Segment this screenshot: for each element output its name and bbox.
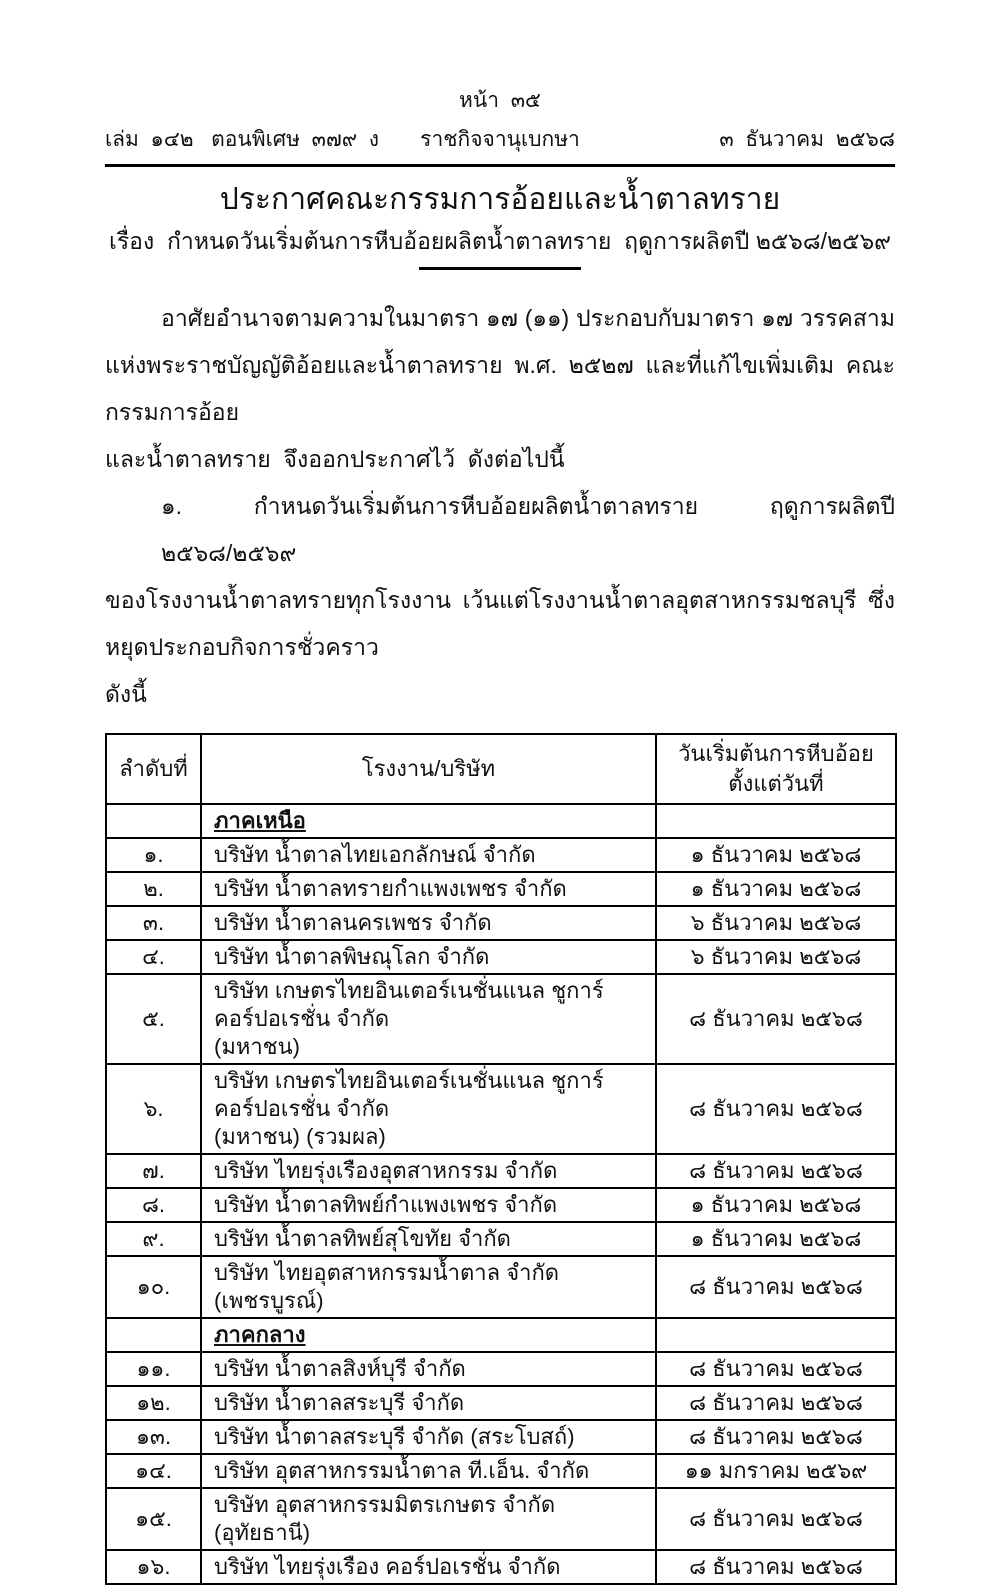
header-date-line-1: วันเริ่มต้นการหีบอ้อย xyxy=(678,741,874,766)
table-section-row xyxy=(106,804,896,838)
start-date-cell: ๑ ธันวาคม ๒๕๖๘ xyxy=(656,838,896,872)
table-row xyxy=(106,1454,896,1488)
table-row xyxy=(106,1488,896,1550)
row-number-cell: ๑๒. xyxy=(106,1386,201,1420)
start-date-cell: ๘ ธันวาคม ๒๕๖๘ xyxy=(656,1352,896,1386)
start-date-cell: ๖ ธันวาคม ๒๕๖๘ xyxy=(656,940,896,974)
factory-name-cell: บริษัท อุตสาหกรรมมิตรเกษตร จำกัด (อุทัยธานี) xyxy=(201,1488,656,1550)
table-row xyxy=(106,1154,896,1188)
factory-name-cell: บริษัท น้ำตาลสิงห์บุรี จำกัด xyxy=(201,1352,656,1386)
paragraph-2-line-2: ของโรงงานน้ำตาลทรายทุกโรงงาน เว้นแต่โรงงานน้ำตาลอุตสาหกรรมชลบุรี ซึ่งหยุดประกอบกิจการชั่วคราว xyxy=(105,587,895,660)
header-cell-start-date xyxy=(656,734,896,804)
paragraph-1-line-2: แห่งพระราชบัญญัติอ้อยและน้ำตาลทราย พ.ศ. ๒๕๒๗ และที่แก้ไขเพิ่มเติม คณะกรรมการอ้อย xyxy=(105,352,895,425)
start-date-cell: ๘ ธันวาคม ๒๕๖๘ xyxy=(656,1064,896,1154)
row-number-cell: ๙. xyxy=(106,1222,201,1256)
body-text xyxy=(105,295,895,718)
row-number-cell: ๑๔. xyxy=(106,1454,201,1488)
start-date-cell: ๘ ธันวาคม ๒๕๖๘ xyxy=(656,1256,896,1318)
factory-name-cell: บริษัท น้ำตาลพิษณุโลก จำกัด xyxy=(201,940,656,974)
start-date-cell: ๘ ธันวาคม ๒๕๖๘ xyxy=(656,1488,896,1550)
start-date-cell: ๑ ธันวาคม ๒๕๖๘ xyxy=(656,872,896,906)
factory-start-date-table xyxy=(105,733,897,1585)
table-row xyxy=(106,906,896,940)
paragraph-2-line-3: ดังนี้ xyxy=(105,681,147,707)
factory-name-cell: บริษัท น้ำตาลนครเพชร จำกัด xyxy=(201,906,656,940)
factory-name-cell: บริษัท น้ำตาลทรายกำแพงเพชร จำกัด xyxy=(201,872,656,906)
announcement-subject: เรื่อง กำหนดวันเริ่มต้นการหีบอ้อยผลิตน้ำตาลทราย ฤดูการผลิตปี ๒๕๖๘/๒๕๖๙ xyxy=(108,228,892,254)
paragraph-1-line-1: อาศัยอำนาจตามความในมาตรา ๑๗ (๑๑) ประกอบกับมาตรา ๑๗ วรรคสาม xyxy=(161,305,895,331)
row-number-cell: ๖. xyxy=(106,1064,201,1154)
gazette-name: ราชกิจจานุเบกษา xyxy=(420,128,580,151)
start-date-cell: ๘ ธันวาคม ๒๕๖๘ xyxy=(656,1550,896,1584)
row-number-cell: ๗. xyxy=(106,1154,201,1188)
row-number-cell: ๘. xyxy=(106,1188,201,1222)
row-number-cell: ๑๓. xyxy=(106,1420,201,1454)
table-row xyxy=(106,838,896,872)
page-number: หน้า ๓๕ xyxy=(459,89,541,112)
start-date-cell: ๑๑ มกราคม ๒๕๖๙ xyxy=(656,1454,896,1488)
header-cell-number: ลำดับที่ xyxy=(106,734,201,804)
announcement-title: ประกาศคณะกรรมการอ้อยและน้ำตาลทราย xyxy=(219,183,781,216)
masthead xyxy=(105,123,895,156)
subject-divider-rule xyxy=(419,267,581,270)
header-cell-factory: โรงงาน/บริษัท xyxy=(201,734,656,804)
start-date-cell: ๖ ธันวาคม ๒๕๖๘ xyxy=(656,906,896,940)
table-row xyxy=(106,1386,896,1420)
factory-name-cell: บริษัท ไทยรุ่งเรืองอุตสาหกรรม จำกัด xyxy=(201,1154,656,1188)
table-row xyxy=(106,1256,896,1318)
header-divider-rule xyxy=(105,164,895,167)
factory-name-cell xyxy=(201,1318,656,1352)
factory-name-cell: บริษัท เกษตรไทยอินเตอร์เนชั่นแนล ชูการ์ คอร์ปอเรชั่น จำกัด (มหาชน) (รวมผล) xyxy=(201,1064,656,1154)
table-row xyxy=(106,872,896,906)
region-section-label: ภาคเหนือ xyxy=(214,808,306,833)
table-row xyxy=(106,974,896,1064)
table-row xyxy=(106,1188,896,1222)
start-date-cell: ๘ ธันวาคม ๒๕๖๘ xyxy=(656,974,896,1064)
paragraph-2-line-1: ๑. กำหนดวันเริ่มต้นการหีบอ้อยผลิตน้ำตาลทราย ฤดูการผลิตปี ๒๕๖๘/๒๕๖๙ xyxy=(161,493,895,566)
start-date-cell xyxy=(656,804,896,838)
region-section-label: ภาคกลาง xyxy=(214,1322,306,1347)
factory-name-cell: บริษัท น้ำตาลไทยเอกลักษณ์ จำกัด xyxy=(201,838,656,872)
table-section-row xyxy=(106,1318,896,1352)
row-number-cell xyxy=(106,1318,201,1352)
row-number-cell xyxy=(106,804,201,838)
factory-name-cell: บริษัท น้ำตาลทิพย์สุโขทัย จำกัด xyxy=(201,1222,656,1256)
factory-name-cell: บริษัท อุตสาหกรรมน้ำตาล ที.เอ็น. จำกัด xyxy=(201,1454,656,1488)
factory-name-cell: บริษัท น้ำตาลสระบุรี จำกัด (สระโบสถ์) xyxy=(201,1420,656,1454)
table-row xyxy=(106,1064,896,1154)
row-number-cell: ๑. xyxy=(106,838,201,872)
factory-name-cell: บริษัท น้ำตาลทิพย์กำแพงเพชร จำกัด xyxy=(201,1188,656,1222)
row-number-cell: ๒. xyxy=(106,872,201,906)
table-row xyxy=(106,1550,896,1584)
factory-name-cell: บริษัท เกษตรไทยอินเตอร์เนชั่นแนล ชูการ์ คอร์ปอเรชั่น จำกัด (มหาชน) xyxy=(201,974,656,1064)
row-number-cell: ๑๐. xyxy=(106,1256,201,1318)
volume-issue-label: เล่ม ๑๔๒ ตอนพิเศษ ๓๗๙ ง xyxy=(105,128,380,151)
row-number-cell: ๕. xyxy=(106,974,201,1064)
factory-table-body xyxy=(106,804,896,1584)
row-number-cell: ๑๕. xyxy=(106,1488,201,1550)
table-header xyxy=(106,734,896,804)
paragraph-1-line-3: และน้ำตาลทราย จึงออกประกาศไว้ ดังต่อไปนี้ xyxy=(105,446,565,472)
gazette-date: ๓ ธันวาคม ๒๕๖๘ xyxy=(719,128,895,151)
table-header-row xyxy=(106,734,896,804)
table-row xyxy=(106,1352,896,1386)
table-row xyxy=(106,1420,896,1454)
row-number-cell: ๓. xyxy=(106,906,201,940)
factory-name-cell: บริษัท ไทยรุ่งเรือง คอร์ปอเรชั่น จำกัด xyxy=(201,1550,656,1584)
factory-name-cell: บริษัท ไทยอุตสาหกรรมน้ำตาล จำกัด (เพชรบูรณ์) xyxy=(201,1256,656,1318)
start-date-cell xyxy=(656,1318,896,1352)
table-row xyxy=(106,940,896,974)
start-date-cell: ๑ ธันวาคม ๒๕๖๘ xyxy=(656,1222,896,1256)
start-date-cell: ๘ ธันวาคม ๒๕๖๘ xyxy=(656,1154,896,1188)
factory-name-cell xyxy=(201,804,656,838)
row-number-cell: ๔. xyxy=(106,940,201,974)
row-number-cell: ๑๑. xyxy=(106,1352,201,1386)
start-date-cell: ๘ ธันวาคม ๒๕๖๘ xyxy=(656,1420,896,1454)
factory-name-cell: บริษัท น้ำตาลสระบุรี จำกัด xyxy=(201,1386,656,1420)
row-number-cell: ๑๖. xyxy=(106,1550,201,1584)
start-date-cell: ๑ ธันวาคม ๒๕๖๘ xyxy=(656,1188,896,1222)
table-row xyxy=(106,1222,896,1256)
start-date-cell: ๘ ธันวาคม ๒๕๖๘ xyxy=(656,1386,896,1420)
header-date-line-2: ตั้งแต่วันที่ xyxy=(728,771,824,796)
